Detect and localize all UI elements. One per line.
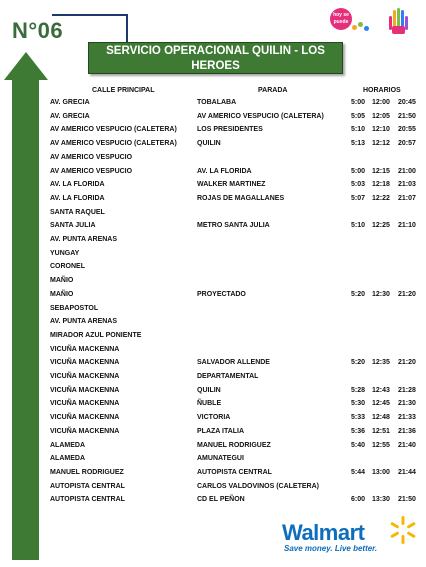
table-row — [0, 236, 426, 249]
time-cell: 21:07 — [398, 194, 416, 202]
street-cell: MIRADOR AZUL PONIENTE — [50, 331, 142, 339]
street-cell: ALAMEDA — [50, 441, 85, 449]
time-cell: 21:10 — [398, 222, 416, 230]
time-cell: 12:43 — [372, 386, 390, 394]
time-cell: 6:00 — [351, 496, 366, 504]
street-cell: AV. PUNTA ARENAS — [50, 236, 118, 243]
stop-cell: METRO SANTA JULIA — [197, 222, 270, 230]
stop-cell: ÑUBLE — [197, 400, 222, 408]
time-cell: 5:00 — [351, 167, 366, 175]
street-cell: VICUÑA MACKENNA — [50, 414, 120, 422]
stop-cell: LOS PRESIDENTES — [197, 126, 263, 134]
time-cell: 21:50 — [398, 496, 416, 504]
table-row — [0, 318, 426, 331]
route-direction-arrow-head — [4, 52, 48, 80]
stop-cell: CARLOS VALDOVINOS (CALETERA) — [197, 482, 319, 490]
street-cell: ALAMEDA — [50, 455, 85, 463]
street-cell: VICUÑA MACKENNA — [50, 373, 120, 380]
column-header-street: CALLE PRINCIPAL — [92, 87, 155, 94]
table-row — [0, 469, 426, 482]
table-row — [0, 455, 426, 468]
column-header-stop: PARADA — [258, 87, 288, 94]
walmart-logo — [282, 520, 422, 560]
street-cell: MAÑIO — [50, 290, 74, 298]
time-cell: 21:03 — [398, 181, 416, 189]
time-cell: 5:20 — [351, 359, 366, 367]
street-cell: VICUÑA MACKENNA — [50, 345, 120, 353]
time-cell: 21:20 — [398, 359, 416, 367]
time-cell: 12:30 — [372, 290, 390, 298]
time-cell: 5:13 — [351, 140, 366, 148]
time-cell: 5:44 — [351, 468, 366, 476]
street-cell: AV AMERICO VESPUCIO (CALETERA) — [50, 140, 177, 148]
street-cell: AV. PUNTA ARENAS — [50, 318, 118, 326]
time-cell: 5:03 — [351, 181, 366, 189]
title-line-1: SERVICIO OPERACIONAL QUILIN - LOS — [106, 45, 325, 57]
street-cell: AV AMERICO VESPUCIO — [50, 167, 133, 175]
stop-cell: QUILIN — [197, 386, 221, 394]
table-row — [0, 113, 426, 126]
stop-cell: SALVADOR ALLENDE — [197, 359, 270, 367]
stop-cell: PROYECTADO — [197, 290, 246, 298]
street-cell: VICUÑA MACKENNA — [50, 427, 120, 435]
street-cell: AV. GRECIA — [50, 112, 90, 120]
stop-cell: WALKER MARTINEZ — [197, 181, 266, 189]
street-cell: AUTOPISTA CENTRAL — [50, 482, 125, 490]
time-cell: 12:18 — [372, 181, 390, 189]
stop-cell: VICTORIA — [197, 414, 231, 422]
time-cell: 5:36 — [351, 427, 366, 435]
street-cell: YUNGAY — [50, 249, 80, 257]
header-logos — [330, 8, 412, 38]
time-cell: 21:33 — [398, 414, 416, 422]
street-cell: VICUÑA MACKENNA — [50, 359, 120, 367]
hoy-se-puede-logo: hoy se puede — [330, 8, 352, 30]
time-cell: 21:44 — [398, 468, 416, 476]
table-row — [0, 222, 426, 235]
time-cell: 5:07 — [351, 194, 366, 202]
time-cell: 12:48 — [372, 414, 390, 422]
stop-cell: AUTOPISTA CENTRAL — [197, 468, 272, 476]
time-cell: 5:10 — [351, 126, 366, 134]
table-row — [0, 332, 426, 345]
time-cell: 12:15 — [372, 167, 390, 175]
table-row — [0, 277, 426, 290]
table-row — [0, 140, 426, 153]
time-cell: 21:00 — [398, 167, 416, 175]
street-cell: SANTA RAQUEL — [50, 208, 105, 216]
table-row — [0, 400, 426, 413]
walmart-tagline: Save money. Live better. — [284, 544, 378, 553]
table-row — [0, 168, 426, 181]
time-cell: 13:30 — [372, 496, 390, 504]
time-cell: 12:10 — [372, 126, 390, 134]
time-cell: 12:45 — [372, 400, 390, 408]
stop-cell: PLAZA ITALIA — [197, 427, 245, 435]
time-cell: 12:22 — [372, 194, 390, 202]
time-cell: 5:05 — [351, 112, 366, 120]
time-cell: 12:05 — [372, 112, 390, 120]
table-row — [0, 99, 426, 112]
time-cell: 12:00 — [372, 99, 390, 106]
time-cell: 12:25 — [372, 222, 390, 230]
time-cell: 20:45 — [398, 99, 416, 106]
stop-cell: AV AMERICO VESPUCIO (CALETERA) — [197, 112, 324, 120]
table-row — [0, 496, 426, 509]
table-row — [0, 209, 426, 222]
table-row — [0, 346, 426, 359]
street-cell: CORONEL — [50, 263, 85, 271]
street-cell: AV AMERICO VESPUCIO (CALETERA) — [50, 126, 177, 134]
street-cell: MANUEL RODRIGUEZ — [50, 468, 124, 476]
decorative-dots-icon — [352, 22, 372, 34]
table-row — [0, 359, 426, 372]
table-row — [0, 373, 426, 386]
colorful-hand-icon — [387, 8, 411, 36]
time-cell: 5:30 — [351, 400, 366, 408]
time-cell: 20:57 — [398, 140, 416, 148]
title-line-2: HEROES — [191, 60, 240, 72]
stop-cell: TOBALABA — [197, 99, 237, 106]
table-row — [0, 195, 426, 208]
table-row — [0, 483, 426, 496]
stop-cell: AMUNATEGUI — [197, 455, 244, 463]
table-row — [0, 442, 426, 455]
table-row — [0, 387, 426, 400]
time-cell: 12:12 — [372, 140, 390, 148]
time-cell: 5:00 — [351, 99, 366, 106]
stop-cell: AV. LA FLORIDA — [197, 167, 252, 175]
time-cell: 12:55 — [372, 441, 390, 449]
title-connector-line — [52, 14, 128, 44]
time-cell: 13:00 — [372, 468, 390, 476]
time-cell: 21:28 — [398, 386, 416, 394]
time-cell: 5:28 — [351, 386, 366, 394]
stop-cell: ROJAS DE MAGALLANES — [197, 194, 285, 202]
time-cell: 21:50 — [398, 112, 416, 120]
stop-cell: DEPARTAMENTAL — [197, 373, 259, 380]
route-number: N°06 — [12, 18, 64, 43]
table-row — [0, 181, 426, 194]
table-row — [0, 414, 426, 427]
time-cell: 5:33 — [351, 414, 366, 422]
street-cell: AV. LA FLORIDA — [50, 181, 105, 189]
time-cell: 5:40 — [351, 441, 366, 449]
time-cell: 12:51 — [372, 427, 390, 435]
street-cell: VICUÑA MACKENNA — [50, 400, 120, 408]
street-cell: AV AMERICO VESPUCIO — [50, 153, 133, 161]
table-row — [0, 126, 426, 139]
walmart-wordmark: Walmart — [282, 520, 365, 545]
time-cell: 12:35 — [372, 359, 390, 367]
walmart-spark-icon — [389, 516, 417, 544]
time-cell: 21:20 — [398, 290, 416, 298]
street-cell: SEBAPOSTOL — [50, 304, 99, 312]
time-cell: 5:10 — [351, 222, 366, 230]
stop-cell: MANUEL RODRIGUEZ — [197, 441, 271, 449]
street-cell: AV. GRECIA — [50, 99, 90, 106]
time-cell: 21:40 — [398, 441, 416, 449]
street-cell: AV. LA FLORIDA — [50, 194, 105, 202]
street-cell: AUTOPISTA CENTRAL — [50, 496, 125, 504]
time-cell: 21:36 — [398, 427, 416, 435]
street-cell: MAÑIO — [50, 277, 74, 285]
table-row — [0, 154, 426, 167]
time-cell: 20:55 — [398, 126, 416, 134]
time-cell: 21:30 — [398, 400, 416, 408]
service-title-banner — [88, 42, 343, 74]
table-row — [0, 305, 426, 318]
table-row — [0, 428, 426, 441]
street-cell: VICUÑA MACKENNA — [50, 386, 120, 394]
stop-cell: QUILIN — [197, 140, 221, 148]
column-header-times: HORARIOS — [363, 87, 401, 94]
street-cell: SANTA JULIA — [50, 222, 96, 230]
stop-cell: CD EL PEÑON — [197, 496, 245, 504]
time-cell: 5:20 — [351, 290, 366, 298]
table-row — [0, 263, 426, 276]
table-row — [0, 250, 426, 263]
table-row — [0, 291, 426, 304]
